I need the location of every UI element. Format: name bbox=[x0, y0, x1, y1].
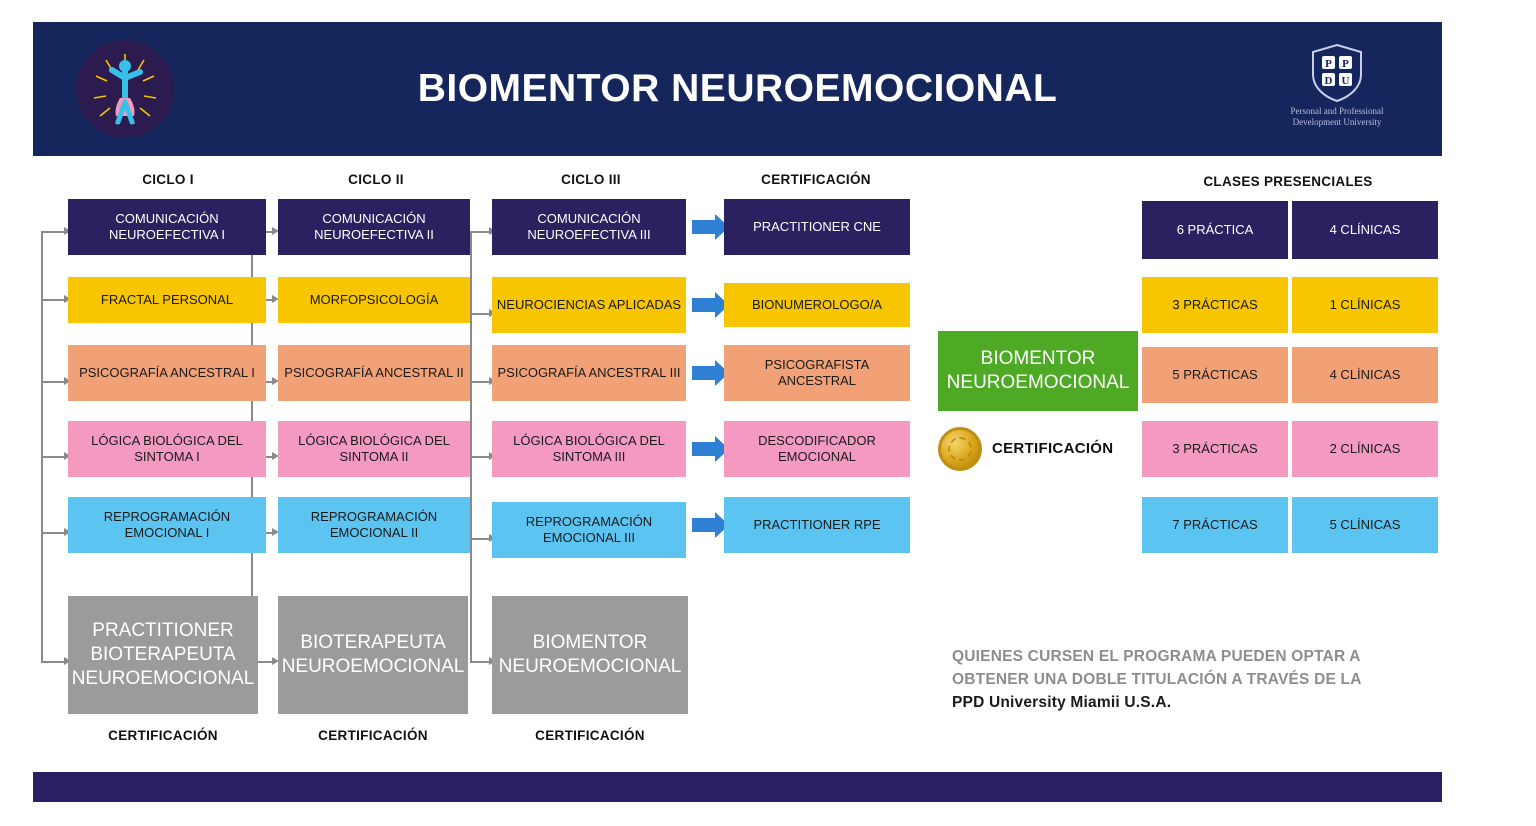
svg-text:P: P bbox=[1325, 58, 1332, 70]
connector-branch-c1-4 bbox=[41, 456, 65, 458]
medal-icon bbox=[938, 427, 982, 471]
practicas-box-3[interactable] bbox=[1142, 347, 1288, 403]
cert-label: PSICOGRAFISTA ANCESTRAL bbox=[764, 357, 870, 388]
arrow-to-cert-3 bbox=[692, 366, 716, 380]
course-label: REPROGRAMACIÓN EMOCIONAL I bbox=[103, 509, 231, 540]
course-label: PSICOGRAFÍA ANCESTRAL II bbox=[284, 365, 464, 380]
final-label: PRACTITIONER BIOTERAPEUTA NEUROEMOCIONAL bbox=[71, 620, 255, 689]
clinicas-box-3[interactable] bbox=[1292, 347, 1438, 403]
connector-spine-c3 bbox=[470, 232, 472, 662]
clinicas-box-2[interactable] bbox=[1292, 277, 1438, 333]
final-box-c1[interactable] bbox=[68, 596, 258, 714]
clinicas-box-5[interactable] bbox=[1292, 497, 1438, 553]
course-box-c2-4[interactable] bbox=[278, 421, 470, 477]
biomentor-final-label: BIOMENTOR NEUROEMOCIONAL bbox=[946, 348, 1130, 393]
course-box-c3-4[interactable] bbox=[492, 421, 686, 477]
course-label: NEUROCIENCIAS APLICADAS bbox=[496, 297, 682, 312]
arrow-to-cert-1 bbox=[692, 220, 716, 234]
final-box-c3[interactable] bbox=[492, 596, 688, 714]
course-label: LÓGICA BIOLÓGICA DEL SINTOMA III bbox=[513, 433, 665, 464]
cert-box-2[interactable] bbox=[724, 283, 910, 327]
final-label: BIOMENTOR NEUROEMOCIONAL bbox=[498, 632, 682, 677]
connector-branch-c3-1 bbox=[470, 231, 490, 233]
connector-spine-c1 bbox=[41, 232, 43, 662]
clinicas-label: 5 CLÍNICAS bbox=[1329, 517, 1401, 532]
connector-branch-c1-2 bbox=[41, 299, 65, 301]
connector-branch-c1-3 bbox=[41, 381, 65, 383]
ppdu-shield-icon bbox=[1311, 44, 1363, 102]
footnote-block bbox=[952, 645, 1452, 714]
course-box-c3-3[interactable] bbox=[492, 345, 686, 401]
connector-branch-c3-5 bbox=[470, 538, 490, 540]
final-label: BIOTERAPEUTA NEUROEMOCIONAL bbox=[281, 632, 465, 677]
connector-branch-c3-final bbox=[470, 661, 490, 663]
course-box-c3-2[interactable] bbox=[492, 277, 686, 333]
course-label: MORFOPSICOLOGÍA bbox=[309, 292, 439, 307]
column-heading-presenciales: CLASES PRESENCIALES bbox=[1203, 174, 1373, 189]
clinicas-label: 2 CLÍNICAS bbox=[1329, 441, 1401, 456]
course-box-c2-2[interactable] bbox=[278, 277, 470, 323]
header-banner bbox=[33, 22, 1442, 156]
connector-branch-c3-4 bbox=[470, 456, 490, 458]
practicas-box-1[interactable] bbox=[1142, 201, 1288, 259]
svg-text:D: D bbox=[1324, 75, 1333, 87]
practicas-label: 3 PRÁCTICAS bbox=[1172, 297, 1258, 312]
medal-caption: CERTIFICACIÓN bbox=[992, 440, 1114, 457]
column-heading-ciclo3: CICLO III bbox=[561, 172, 621, 187]
course-box-c1-3[interactable] bbox=[68, 345, 266, 401]
bottom-bar bbox=[33, 772, 1442, 802]
practicas-label: 6 PRÁCTICA bbox=[1176, 222, 1254, 237]
connector-branch-c3-2 bbox=[470, 313, 490, 315]
course-label: REPROGRAMACIÓN EMOCIONAL II bbox=[310, 509, 438, 540]
practicas-label: 5 PRÁCTICAS bbox=[1172, 367, 1258, 382]
column-heading-certificacion: CERTIFICACIÓN bbox=[761, 172, 871, 187]
biomentor-final-box[interactable] bbox=[938, 331, 1138, 411]
course-box-c1-5[interactable] bbox=[68, 497, 266, 553]
arrow-to-cert-2 bbox=[692, 298, 716, 312]
course-box-c1-1[interactable] bbox=[68, 199, 266, 255]
practicas-label: 3 PRÁCTICAS bbox=[1172, 441, 1258, 456]
svg-text:P: P bbox=[1342, 58, 1349, 70]
arrow-to-cert-5 bbox=[692, 518, 716, 532]
course-label: PSICOGRAFÍA ANCESTRAL III bbox=[497, 365, 681, 380]
practicas-box-2[interactable] bbox=[1142, 277, 1288, 333]
course-box-c2-1[interactable] bbox=[278, 199, 470, 255]
clinicas-label: 4 CLÍNICAS bbox=[1329, 367, 1401, 382]
cert-box-5[interactable] bbox=[724, 497, 910, 553]
course-label: COMUNICACIÓN NEUROEFECTIVA III bbox=[527, 211, 651, 242]
cert-label: PRACTITIONER RPE bbox=[753, 517, 881, 532]
cert-label: BIONUMEROLOGO/A bbox=[751, 297, 883, 312]
medal-inner-ring bbox=[948, 437, 972, 461]
course-box-c2-5[interactable] bbox=[278, 497, 470, 553]
practicas-box-4[interactable] bbox=[1142, 421, 1288, 477]
cert-box-4[interactable] bbox=[724, 421, 910, 477]
column-heading-ciclo2: CICLO II bbox=[348, 172, 404, 187]
footnote-line-3: PPD University Miamii U.S.A. bbox=[952, 694, 1172, 711]
arrow-to-cert-4 bbox=[692, 442, 716, 456]
footnote-line-1: QUIENES CURSEN EL PROGRAMA PUEDEN OPTAR A bbox=[952, 648, 1361, 665]
practicas-label: 7 PRÁCTICAS bbox=[1172, 517, 1258, 532]
cert-caption-c1: CERTIFICACIÓN bbox=[108, 728, 218, 743]
course-label: COMUNICACIÓN NEUROEFECTIVA II bbox=[314, 211, 434, 242]
cert-label: PRACTITIONER CNE bbox=[753, 219, 881, 234]
clinicas-label: 1 CLÍNICAS bbox=[1329, 297, 1401, 312]
cert-box-1[interactable] bbox=[724, 199, 910, 255]
footnote-line-2: OBTENER UNA DOBLE TITULACIÓN A TRAVÉS DE LA bbox=[952, 671, 1362, 688]
course-label: FRACTAL PERSONAL bbox=[100, 292, 234, 307]
cert-label: DESCODIFICADOR EMOCIONAL bbox=[758, 433, 876, 464]
ppdu-caption: Personal and Professional Development University bbox=[1290, 106, 1384, 127]
course-box-c1-2[interactable] bbox=[68, 277, 266, 323]
clinicas-label: 4 CLÍNICAS bbox=[1329, 222, 1401, 237]
course-label: COMUNICACIÓN NEUROEFECTIVA I bbox=[108, 211, 226, 242]
course-label: PSICOGRAFÍA ANCESTRAL I bbox=[79, 365, 255, 380]
cert-caption-c2: CERTIFICACIÓN bbox=[318, 728, 428, 743]
course-label: LÓGICA BIOLÓGICA DEL SINTOMA II bbox=[298, 433, 450, 464]
course-label: REPROGRAMACIÓN EMOCIONAL III bbox=[525, 514, 653, 545]
practicas-box-5[interactable] bbox=[1142, 497, 1288, 553]
course-box-c1-4[interactable] bbox=[68, 421, 266, 477]
connector-branch-c1-final bbox=[41, 661, 65, 663]
poster-title: BIOMENTOR NEUROEMOCIONAL bbox=[417, 67, 1058, 110]
svg-text:U: U bbox=[1341, 75, 1350, 87]
clinicas-box-1[interactable] bbox=[1292, 201, 1438, 259]
cert-caption-c3: CERTIFICACIÓN bbox=[535, 728, 645, 743]
connector-branch-c1-5 bbox=[41, 532, 65, 534]
course-label: LÓGICA BIOLÓGICA DEL SINTOMA I bbox=[91, 433, 243, 464]
connector-branch-c3-3 bbox=[470, 381, 490, 383]
connector-branch-c1-1 bbox=[41, 231, 65, 233]
course-box-c2-3[interactable] bbox=[278, 345, 470, 401]
clinicas-box-4[interactable] bbox=[1292, 421, 1438, 477]
course-box-c3-5[interactable] bbox=[492, 502, 686, 558]
column-heading-ciclo1: CICLO I bbox=[142, 172, 194, 187]
cert-box-3[interactable] bbox=[724, 345, 910, 401]
ppdu-badge bbox=[1272, 44, 1402, 136]
final-box-c2[interactable] bbox=[278, 596, 468, 714]
course-box-c3-1[interactable] bbox=[492, 199, 686, 255]
